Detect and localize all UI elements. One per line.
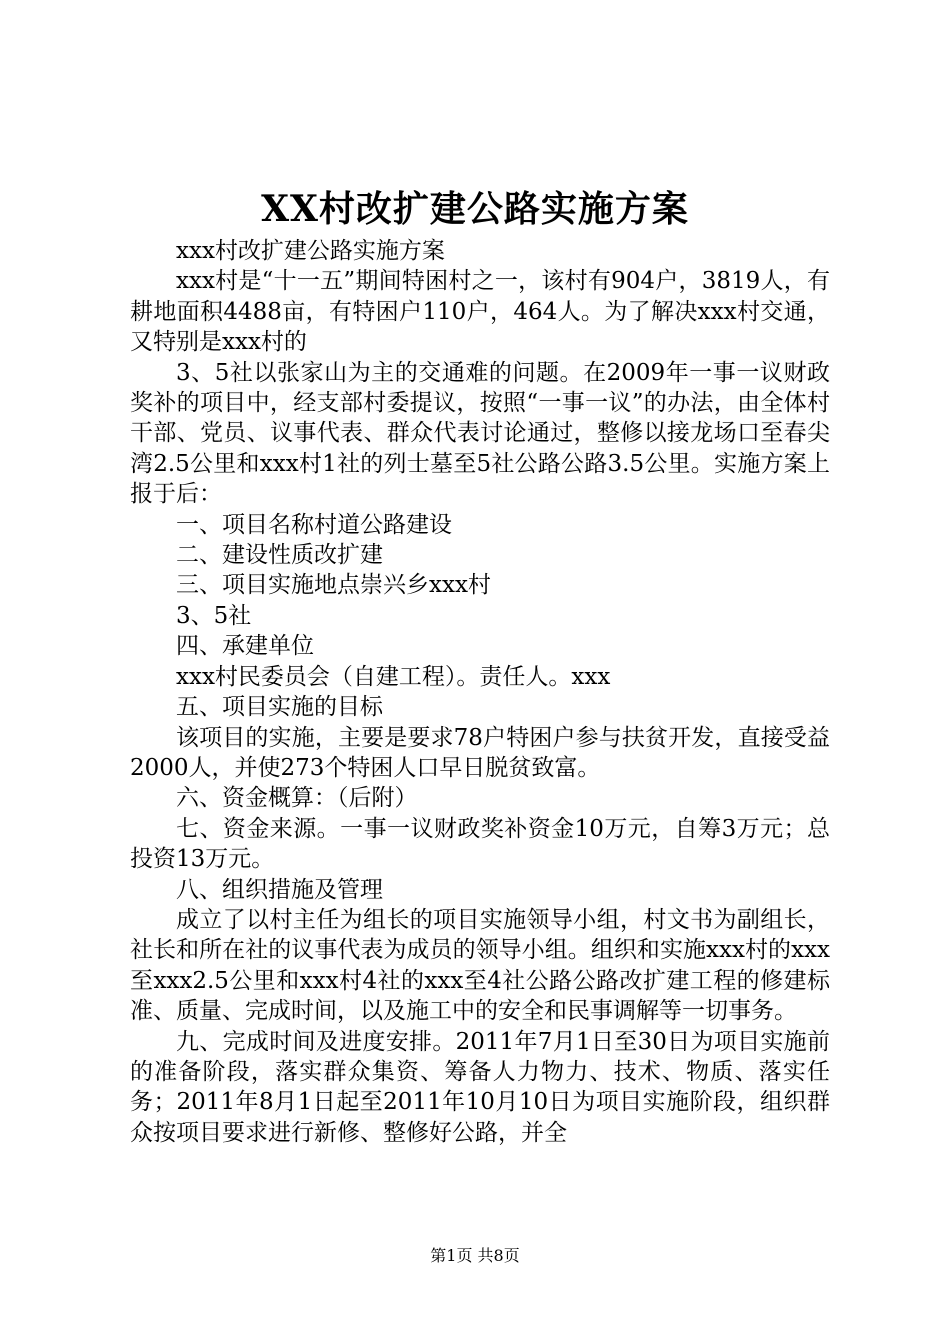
paragraph: 六、资金概算：（后附） (176, 785, 418, 812)
paragraph: 一、项目名称村道公路建设 (176, 511, 452, 538)
paragraph: 七、资金来源。一事一议财政奖补资金10万元，自筹3万元；总投资13万元。 (130, 815, 830, 873)
paragraph: 成立了以村主任为组长的项目实施领导小组，村文书为副组长，社长和所在社的议事代表为成员的领导小组。组织和实施xxx村的xxx至xxx2.5公里和xxx村4社的xxx至4社公路公路改扩建工程的修建标准、质量、完成时间，以及施工中的安全和民事调解等一切事务。 (130, 906, 830, 1025)
paragraph: 该项目的实施，主要是要求78户特困户参与扶贫开发，直接受益2000人，并使273个特困人口早日脱贫致富。 (130, 724, 830, 781)
paragraph: 四、承建单位 (176, 633, 314, 660)
document-title: XX村改扩建公路实施方案 (261, 188, 689, 230)
document-body (130, 236, 830, 1148)
paragraph: xxx村改扩建公路实施方案 (176, 238, 445, 264)
paragraph: 九、完成时间及进度安排。2011年7月1日至30日为项目实施前的准备阶段，落实群众集资、筹备人力物力、技术、物质、落实任务；2011年8月1日起至2011年10月10日为项目实施阶段，组织群众按项目要求进行新修、整修好公路，并全 (130, 1028, 830, 1146)
page-footer: 第1页 共8页 (430, 1246, 520, 1265)
paragraph: xxx村民委员会（自建工程）。责任人。xxx (176, 663, 611, 690)
paragraph: 八、组织措施及管理 (176, 876, 383, 903)
paragraph: 三、项目实施地点崇兴乡xxx村 (176, 572, 491, 599)
paragraph: 五、项目实施的目标 (176, 694, 383, 721)
paragraph: 二、建设性质改扩建 (176, 542, 383, 569)
paragraph: 3、5社以张家山为主的交通难的问题。在2009年一事一议财政奖补的项目中，经支部村委提议，按照“一事一议”的办法，由全体村干部、党员、议事代表、群众代表讨论通过，整修以接龙场口至春尖湾2.5公里和xxx村1社的列士墓至5社公路公路3.5公里。实施方案上报于后： (130, 359, 830, 508)
paragraph: xxx村是“十一五”期间特困村之一，该村有904户，3819人，有耕地面积4488亩，有特困户110户，464人。为了解决xxx村交通，又特别是xxx村的 (130, 268, 830, 356)
paragraph: 3、5社 (176, 602, 252, 629)
